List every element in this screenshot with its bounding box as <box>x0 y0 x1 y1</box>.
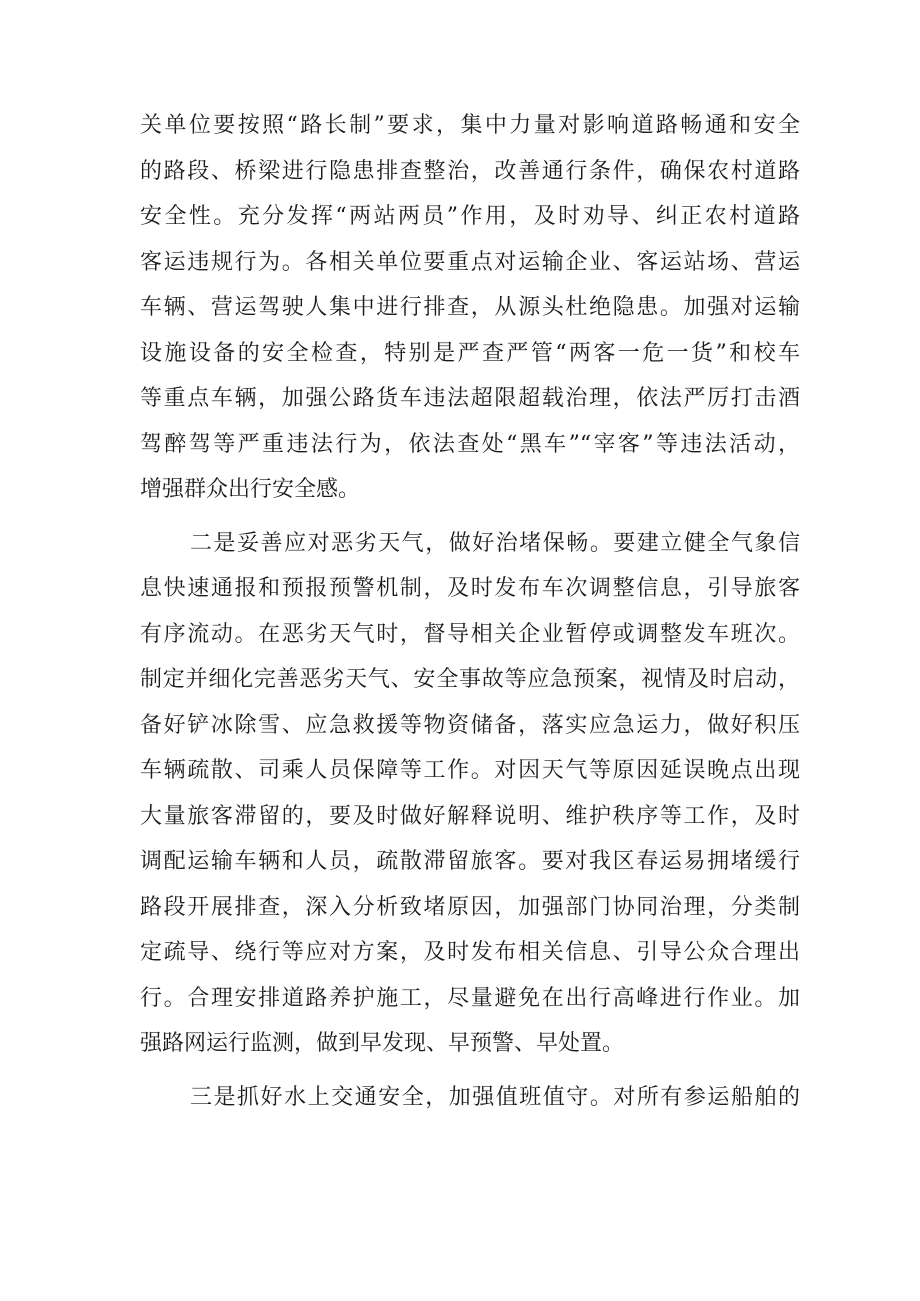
paragraph-gap <box>140 513 800 521</box>
text-line: 等重点车辆，加强公路货车违法超限超载治理，依法严厉打击酒 <box>140 386 800 411</box>
text-line: 备好铲冰除雪、应急救援等物资储备，落实应急运力，做好积压 <box>140 712 800 738</box>
text-line: 车辆、营运驾驶人集中进行排查，从源头杜绝隐患。加强对运输 <box>140 295 800 320</box>
text-line: 定疏导、绕行等应对方案，及时发布相关信息、引导公众合理出 <box>140 940 800 965</box>
text-line: 行。合理安排道路养护施工，尽量避免在出行高峰进行作业。加 <box>140 985 800 1011</box>
text-line: 客运违规行为。各相关单位要重点对运输企业、客运站场、营运 <box>140 249 800 275</box>
text-line: 关单位要按照“路长制”要求，集中力量对影响道路畅通和安全 <box>140 113 800 138</box>
text-line: 大量旅客滞留的，要及时做好解释说明、维护秩序等工作，及时 <box>140 803 800 829</box>
paragraph-bad-weather <box>140 521 800 1067</box>
text-line: 调配运输车辆和人员，疏散滞留旅客。要对我区春运易拥堵缓行 <box>140 849 800 874</box>
text-line: 增强群众出行安全感。 <box>140 477 361 502</box>
text-line: 驾醉驾等严重违法行为，依法查处“黑车”“宰客”等违法活动， <box>140 431 800 457</box>
text-line: 有序流动。在恶劣天气时，督导相关企业暂停或调整发车班次。 <box>140 621 800 647</box>
text-line: 设施设备的安全检查，特别是严查严管“两客一危一货”和校车 <box>140 340 800 366</box>
paragraph-gap <box>140 1067 800 1075</box>
text-line: 的路段、桥梁进行隐患排查整治，改善通行条件，确保农村道路 <box>140 158 800 184</box>
paragraph-road-safety <box>140 103 800 513</box>
text-line: 三是抓好水上交通安全，加强值班值守。对所有参运船舶的 <box>190 1084 800 1110</box>
text-line: 车辆疏散、司乘人员保障等工作。对因天气等原因延误晚点出现 <box>140 758 800 783</box>
text-line: 安全性。充分发挥“两站两员”作用，及时劝导、纠正农村道路 <box>140 204 800 229</box>
text-line: 二是妥善应对恶劣天气，做好治堵保畅。要建立健全气象信 <box>190 530 800 556</box>
paragraph-water-traffic <box>140 1075 800 1121</box>
text-line: 息快速通报和预报预警机制，及时发布车次调整信息，引导旅客 <box>140 576 800 601</box>
text-line: 制定并细化完善恶劣天气、安全事故等应急预案，视情及时启动， <box>140 667 800 692</box>
text-line: 路段开展排查，深入分析致堵原因，加强部门协同治理，分类制 <box>140 894 800 920</box>
document-body <box>140 103 800 1120</box>
text-line: 强路网运行监测，做到早发现、早预警、早处置。 <box>140 1031 625 1056</box>
